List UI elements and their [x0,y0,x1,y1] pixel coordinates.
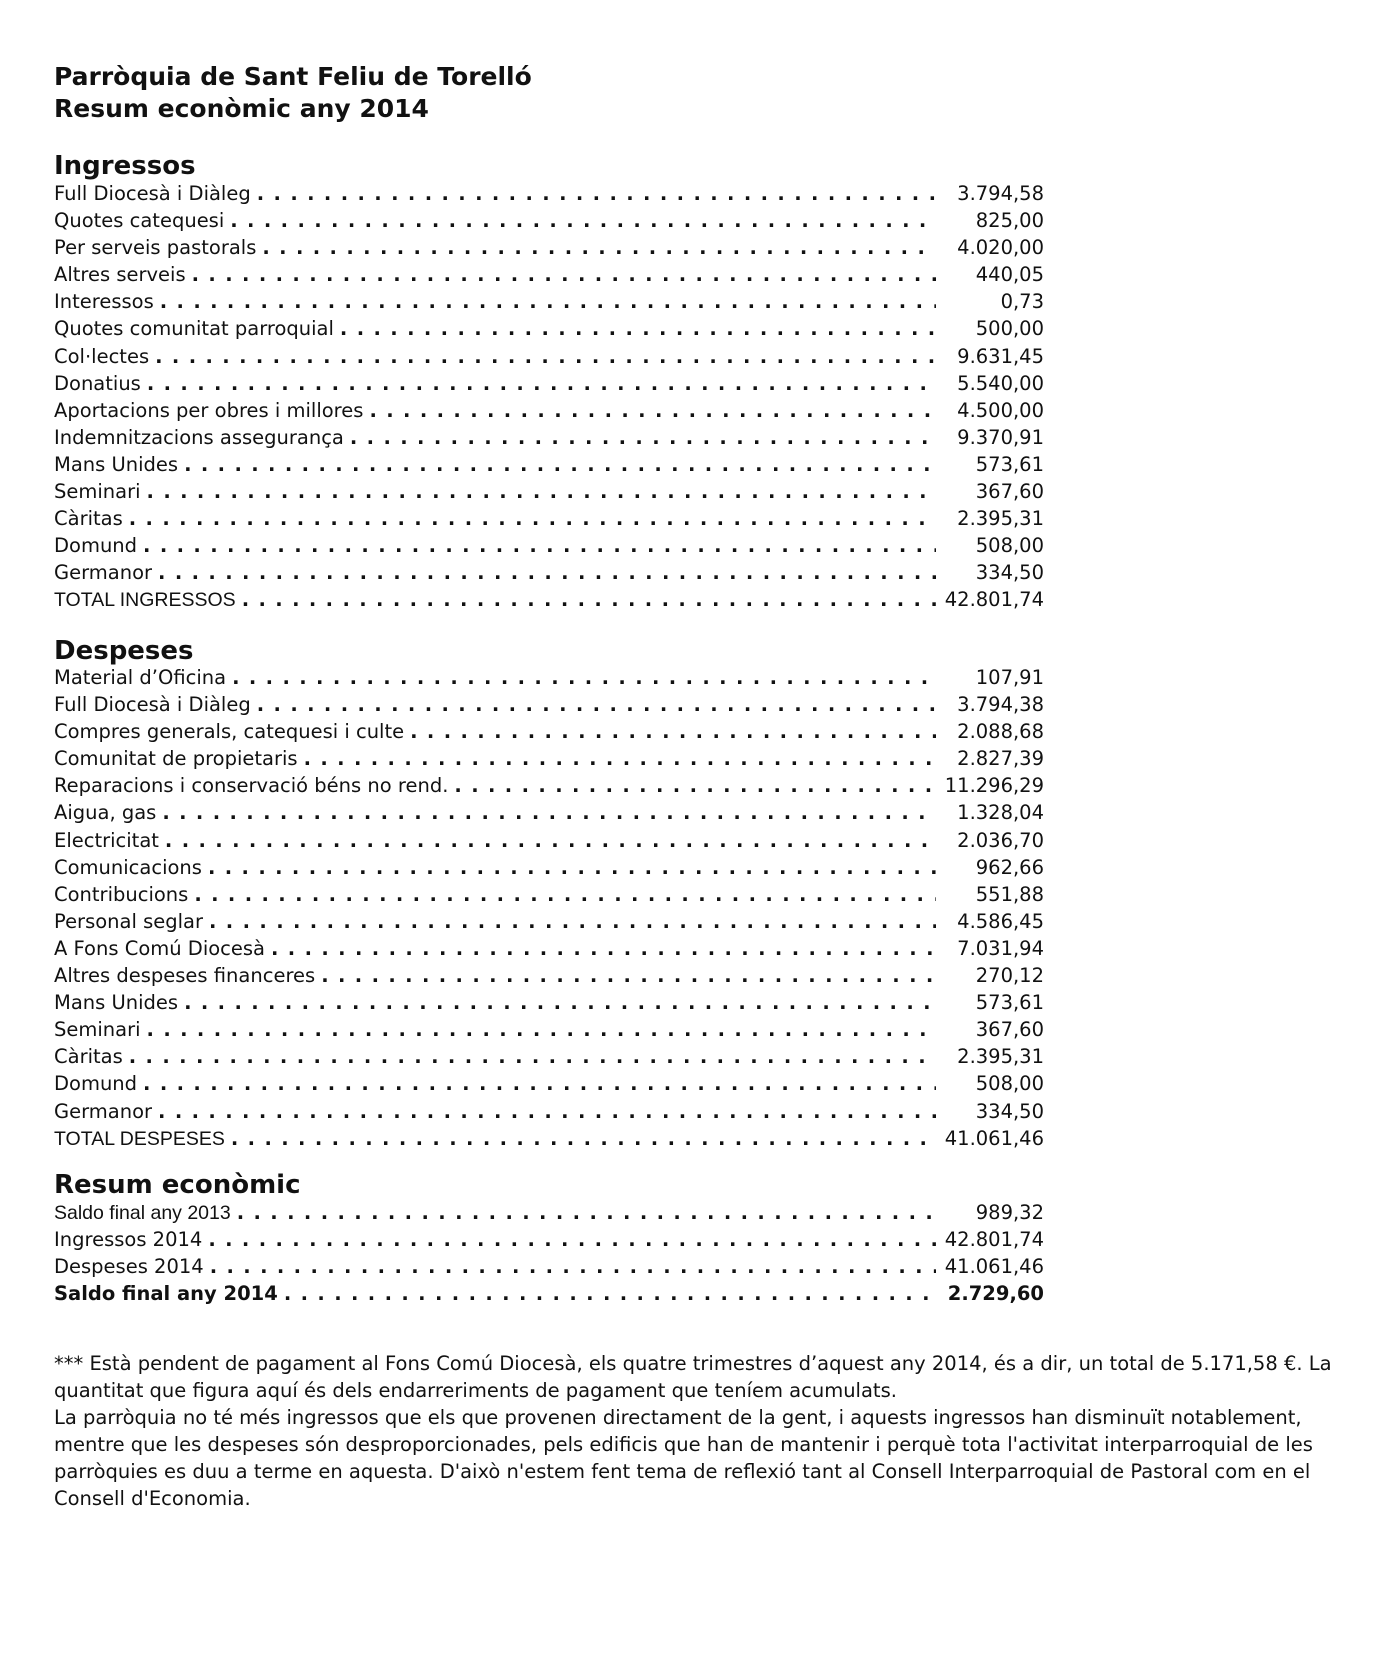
footnote [54,1350,1344,1512]
dot-leader [129,505,936,532]
row-label: A Fons Comú Diocesà [54,936,265,960]
document-subtitle: Resum econòmic any 2014 [54,94,429,123]
dot-leader [232,664,936,691]
row-amount: 2.088,68 [957,720,1044,744]
income-row [54,315,1044,342]
row-amount: 334,50 [975,561,1044,585]
dot-leader [160,288,936,315]
row-label: Donatius [54,371,141,395]
row-label: Seminari [54,1018,141,1042]
row-label: Interessos [54,290,154,314]
dot-leader [304,745,936,772]
income-row [54,207,1044,234]
income-row [54,370,1044,397]
row-label: Indemnitzacions assegurança [54,425,344,449]
dot-leader [257,180,936,207]
final-balance-label: Saldo final any 2014 [54,1282,278,1306]
dot-leader [129,1043,936,1070]
income-row [54,343,1044,370]
income-row [54,424,1044,451]
row-amount: 2.395,31 [957,1045,1044,1069]
dot-leader [184,989,936,1016]
row-label: Altres despeses financeres [54,964,316,988]
summary-row [54,1199,1044,1226]
expense-row [54,854,1044,881]
dot-leader [242,586,936,613]
income-row [54,261,1044,288]
row-label: Personal seglar [54,909,204,933]
row-label: Domund [54,1072,138,1096]
row-label: Càritas [54,1045,123,1069]
expense-row [54,935,1044,962]
row-amount: 573,61 [975,452,1044,476]
resum-list [54,1199,1044,1307]
dot-leader [257,691,936,718]
row-amount: 367,60 [975,480,1044,504]
expense-row [54,772,1044,799]
row-amount: 7.031,94 [957,936,1044,960]
dot-leader [194,881,936,908]
dot-leader [208,854,936,881]
row-label: Quotes comunitat parroquial [54,317,334,341]
income-row [54,505,1044,532]
row-label: Comunicacions [54,855,202,879]
dot-leader [208,1226,936,1253]
row-amount: 500,00 [975,317,1044,341]
row-label: Contribucions [54,882,189,906]
row-amount: 508,00 [975,534,1044,558]
expense-row [54,989,1044,1016]
row-amount: 2.827,39 [957,747,1044,771]
row-label: Seminari [54,480,141,504]
expense-row [54,881,1044,908]
expense-row [54,908,1044,935]
row-amount: 2.395,31 [957,507,1044,531]
row-label: Col·lectes [54,344,150,368]
dot-leader [454,772,936,799]
dot-leader [165,827,936,854]
despeses-heading: Despeses [54,636,194,666]
row-label: Ingressos 2014 [54,1228,203,1252]
row-amount: 551,88 [975,882,1044,906]
final-balance-amount: 2.729,60 [947,1282,1044,1306]
ingressos-list [54,180,1044,614]
row-label: Mans Unides [54,452,179,476]
row-amount: 334,50 [975,1099,1044,1123]
row-label: Material d’Oficina [54,666,227,689]
income-row [54,532,1044,559]
dot-leader [284,1280,936,1307]
total-label: TOTAL DESPESES [54,1127,225,1150]
income-row [54,397,1044,424]
row-amount: 107,91 [975,666,1044,689]
total-amount: 42.801,74 [944,588,1044,612]
resum-heading: Resum econòmic [54,1170,301,1200]
dot-leader [143,532,936,559]
row-amount: 42.801,74 [944,1228,1044,1252]
row-label: Mans Unides [54,991,179,1015]
row-amount: 4.500,00 [957,398,1044,422]
row-amount: 9.370,91 [957,425,1044,449]
expense-row [54,745,1044,772]
row-label: Aigua, gas [54,801,157,825]
dot-leader [231,1125,936,1152]
dot-leader [158,1098,936,1125]
ingressos-heading: Ingressos [54,151,196,181]
row-amount: 825,00 [975,209,1044,233]
row-amount: 41.061,46 [944,1255,1044,1279]
dot-leader [192,261,936,288]
row-amount: 573,61 [975,991,1044,1015]
income-total-row [54,586,1044,613]
expense-row [54,691,1044,718]
income-row [54,559,1044,586]
row-amount: 1.328,04 [957,801,1044,825]
dot-leader [369,397,936,424]
row-label: Càritas [54,507,123,531]
row-amount: 11.296,29 [944,774,1044,798]
row-amount: 5.540,00 [957,371,1044,395]
row-amount: 4.586,45 [957,909,1044,933]
row-label: Germanor [54,1099,153,1123]
dot-leader [230,207,936,234]
document-title: Parròquia de Sant Feliu de Torelló [54,62,532,91]
summary-row [54,1253,1044,1280]
expense-row [54,962,1044,989]
footnote-paragraph-1: *** Està pendent de pagament al Fons Comú Diocesà, els quatre trimestres d’aquest any 2014, és a dir, un total de 5.171,58 €. La quantitat que figura aquí és dels endarreriments de pagament que teníem acumulats. [54,1352,1332,1402]
row-label: Altres serveis [54,263,186,287]
dot-leader [350,424,936,451]
row-label: Reparacions i conservació béns no rend. [54,774,449,798]
summary-row [54,1226,1044,1253]
row-amount: 989,32 [975,1201,1044,1224]
dot-leader [184,451,936,478]
row-label: Full Diocesà i Diàleg [54,693,251,717]
dot-leader [237,1199,936,1226]
dot-leader [262,234,936,261]
row-amount: 3.794,38 [957,693,1044,717]
expense-row [54,718,1044,745]
row-label: Germanor [54,561,153,585]
row-amount: 3.794,58 [957,182,1044,205]
dot-leader [410,718,936,745]
dot-leader [162,799,936,826]
expense-row [54,1070,1044,1097]
income-row [54,288,1044,315]
income-row [54,451,1044,478]
row-amount: 270,12 [975,964,1044,988]
dot-leader [209,908,936,935]
row-amount: 9.631,45 [957,344,1044,368]
row-amount: 2.036,70 [957,828,1044,852]
row-amount: 0,73 [1000,290,1044,314]
dot-leader [321,962,936,989]
row-amount: 4.020,00 [957,236,1044,260]
income-row [54,478,1044,505]
row-amount: 508,00 [975,1072,1044,1096]
dot-leader [340,315,936,342]
dot-leader [271,935,936,962]
total-label: TOTAL INGRESSOS [54,589,236,612]
row-label: Quotes catequesi [54,209,225,233]
final-balance-row [54,1280,1044,1307]
dot-leader [210,1253,936,1280]
row-label: Per serveis pastorals [54,236,257,260]
expense-row [54,664,1044,691]
row-amount: 440,05 [975,263,1044,287]
row-label: Domund [54,534,138,558]
expense-total-row [54,1125,1044,1152]
row-label: Aportacions per obres i millores [54,398,364,422]
row-label: Compres generals, catequesi i culte [54,720,405,744]
row-label: Saldo final any 2013 [54,1202,231,1224]
total-amount: 41.061,46 [944,1126,1044,1150]
row-label: Despeses 2014 [54,1255,204,1279]
expense-row [54,827,1044,854]
row-label: Electricitat [54,828,159,852]
dot-leader [158,559,936,586]
dot-leader [155,343,936,370]
despeses-list [54,664,1044,1152]
expense-row [54,1098,1044,1125]
expense-row [54,1043,1044,1070]
dot-leader [147,1016,936,1043]
income-row [54,234,1044,261]
dot-leader [147,370,936,397]
dot-leader [147,478,936,505]
expense-row [54,799,1044,826]
row-label: Comunitat de propietaris [54,747,298,771]
expense-row [54,1016,1044,1043]
row-label: Full Diocesà i Diàleg [54,182,251,205]
row-amount: 367,60 [975,1018,1044,1042]
row-amount: 962,66 [975,855,1044,879]
income-row [54,180,1044,207]
footnote-paragraph-2: La parròquia no té més ingressos que els que provenen directament de la gent, i aquests ingressos han disminuït notablement, mentre que les despeses són desproporcionades, pels edificis que han de mantenir i perquè tota l'activitat interparroquial de les parròquies es duu a terme en aquesta. D'això n'estem fent tema de reflexió tant al Consell Interparroquial de Pastoral com en el Consell d'Economia. [54,1406,1313,1510]
dot-leader [143,1070,936,1097]
